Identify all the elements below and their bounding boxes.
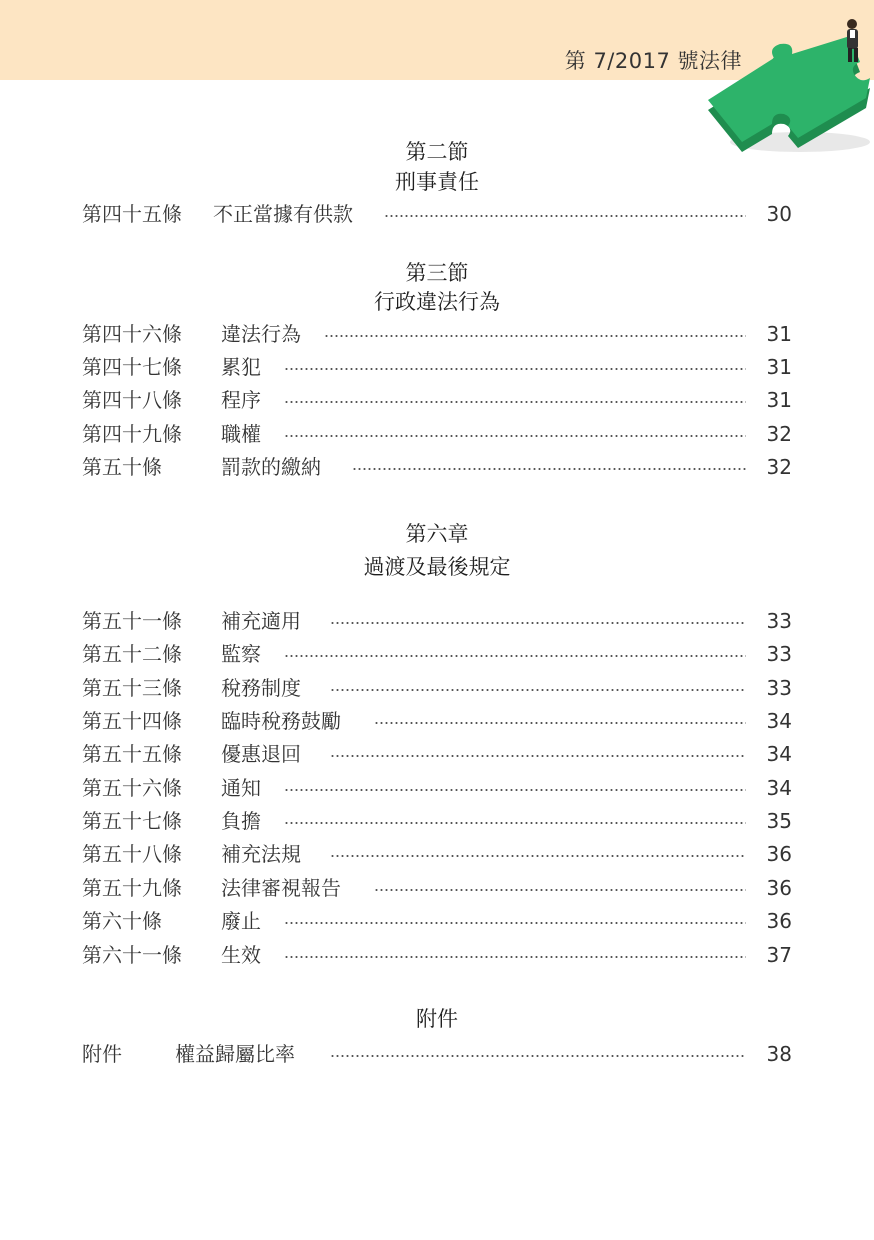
article-number: 第五十七條 <box>82 809 182 833</box>
page-number: 31 <box>766 322 792 346</box>
page-number: 34 <box>766 742 792 766</box>
section-heading: 第二節 <box>405 140 469 164</box>
toc-entry[interactable] <box>82 906 792 936</box>
page-number: 38 <box>766 1042 792 1066</box>
page-number: 35 <box>766 809 792 833</box>
toc-entry[interactable] <box>82 673 792 703</box>
toc-entry[interactable] <box>82 319 792 349</box>
article-title: 累犯 <box>221 355 261 379</box>
section-subheading: 行政違法行為 <box>374 290 500 314</box>
toc-entry[interactable] <box>82 1039 792 1069</box>
dot-leader <box>330 855 746 857</box>
article-number: 第五十三條 <box>82 676 182 700</box>
article-number: 第五十二條 <box>82 642 182 666</box>
article-title: 補充法規 <box>221 842 301 866</box>
chapter-heading: 第六章 <box>405 522 469 546</box>
header-title: 第 7/2017 號法律 <box>564 49 742 73</box>
page-number: 34 <box>766 776 792 800</box>
page-number: 32 <box>766 455 792 479</box>
article-title: 廢止 <box>221 909 261 933</box>
dot-leader <box>284 922 746 924</box>
toc-entry[interactable] <box>82 419 792 449</box>
annex-heading: 附件 <box>416 1007 458 1031</box>
dot-leader <box>330 755 746 757</box>
chapter-subheading: 過渡及最後規定 <box>363 555 511 579</box>
page-number: 37 <box>766 943 792 967</box>
article-title: 負擔 <box>221 809 261 833</box>
toc-entry[interactable] <box>82 606 792 636</box>
page-number: 33 <box>766 676 792 700</box>
article-number: 第五十一條 <box>82 609 182 633</box>
dot-leader <box>324 335 746 337</box>
annex-label: 附件 <box>82 1042 122 1066</box>
dot-leader <box>384 215 746 217</box>
article-title: 通知 <box>221 776 261 800</box>
article-number: 第四十五條 <box>82 202 182 226</box>
toc-entry[interactable] <box>82 773 792 803</box>
article-title: 法律審視報告 <box>221 876 341 900</box>
dot-leader <box>284 655 746 657</box>
article-number: 第五十九條 <box>82 876 182 900</box>
toc-entry[interactable] <box>82 739 792 769</box>
dot-leader <box>284 789 746 791</box>
page-number: 36 <box>766 842 792 866</box>
toc-entry[interactable] <box>82 452 792 482</box>
page-number: 34 <box>766 709 792 733</box>
dot-leader <box>284 822 746 824</box>
dot-leader <box>330 1055 746 1057</box>
toc-entry[interactable] <box>82 940 792 970</box>
toc-entry[interactable] <box>82 385 792 415</box>
article-number: 第四十六條 <box>82 322 182 346</box>
toc-entry[interactable] <box>82 839 792 869</box>
article-number: 第五十四條 <box>82 709 182 733</box>
dot-leader <box>352 468 746 470</box>
dot-leader <box>284 956 746 958</box>
article-title: 不正當據有供款 <box>213 202 353 226</box>
article-number: 第五十條 <box>82 455 162 479</box>
page-number: 33 <box>766 609 792 633</box>
toc-entry[interactable] <box>82 199 792 229</box>
article-title: 程序 <box>221 388 261 412</box>
toc-entry[interactable] <box>82 873 792 903</box>
article-title: 優惠退回 <box>221 742 301 766</box>
page-number: 31 <box>766 355 792 379</box>
dot-leader <box>374 889 746 891</box>
section-subheading: 刑事責任 <box>395 170 479 194</box>
page-number: 33 <box>766 642 792 666</box>
article-title: 監察 <box>221 642 261 666</box>
article-number: 第四十七條 <box>82 355 182 379</box>
dot-leader <box>284 435 746 437</box>
article-title: 職權 <box>221 422 261 446</box>
article-title: 權益歸屬比率 <box>175 1042 295 1066</box>
dot-leader <box>374 722 746 724</box>
article-title: 違法行為 <box>221 322 301 346</box>
article-number: 第六十條 <box>82 909 162 933</box>
article-title: 生效 <box>221 943 261 967</box>
dot-leader <box>330 689 746 691</box>
toc-entry[interactable] <box>82 806 792 836</box>
article-title: 臨時稅務鼓勵 <box>221 709 341 733</box>
article-number: 第五十五條 <box>82 742 182 766</box>
article-title: 罰款的繳納 <box>221 455 321 479</box>
page-number: 32 <box>766 422 792 446</box>
page-number: 36 <box>766 909 792 933</box>
article-title: 稅務制度 <box>221 676 301 700</box>
page-number: 31 <box>766 388 792 412</box>
page-number: 30 <box>766 202 792 226</box>
dot-leader <box>284 368 746 370</box>
toc-entry[interactable] <box>82 706 792 736</box>
dot-leader <box>284 401 746 403</box>
toc-entry[interactable] <box>82 639 792 669</box>
article-number: 第五十八條 <box>82 842 182 866</box>
toc-entry[interactable] <box>82 352 792 382</box>
dot-leader <box>330 622 746 624</box>
article-number: 第四十九條 <box>82 422 182 446</box>
section-heading: 第三節 <box>405 261 469 285</box>
page-number: 36 <box>766 876 792 900</box>
article-title: 補充適用 <box>221 609 301 633</box>
article-number: 第六十一條 <box>82 943 182 967</box>
article-number: 第五十六條 <box>82 776 182 800</box>
article-number: 第四十八條 <box>82 388 182 412</box>
